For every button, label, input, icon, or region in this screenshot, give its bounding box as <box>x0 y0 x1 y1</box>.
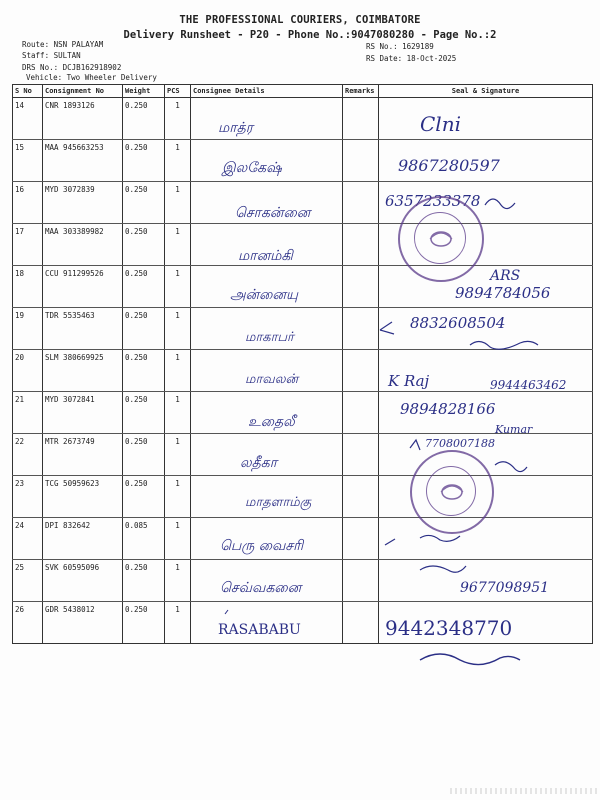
cell-weight: 0.250 <box>123 560 165 602</box>
cell-consignment-no: MYD 3072841 <box>43 392 123 434</box>
cell-consignment-no: MAA 303389982 <box>43 224 123 266</box>
cell-pcs: 1 <box>165 266 191 308</box>
cell-sno: 24 <box>13 518 43 560</box>
cell-consignment-no: SLM 380669925 <box>43 350 123 392</box>
cell-sno: 21 <box>13 392 43 434</box>
cell-pcs: 1 <box>165 518 191 560</box>
cell-sno: 17 <box>13 224 43 266</box>
staff-label: Staff: SULTAN <box>22 51 81 60</box>
table-row <box>13 140 593 182</box>
cell-pcs: 1 <box>165 602 191 644</box>
cell-pcs: 1 <box>165 434 191 476</box>
cell-sno: 14 <box>13 98 43 140</box>
col-pcs-header: PCS <box>165 85 191 98</box>
col-seal-header: Seal & Signature <box>379 85 593 98</box>
cell-pcs: 1 <box>165 98 191 140</box>
cell-remarks <box>343 224 379 266</box>
handwritten-signature: ARS <box>490 268 521 284</box>
handwritten-phone: 9442348770 <box>385 616 513 640</box>
cell-pcs: 1 <box>165 560 191 602</box>
cell-weight: 0.250 <box>123 98 165 140</box>
handwritten-name: மாவலன் <box>245 372 299 387</box>
handwritten-phone: 7708007188 <box>425 437 495 450</box>
cell-sno: 23 <box>13 476 43 518</box>
handwritten-signature: Kumar <box>495 423 533 436</box>
cell-weight: 0.250 <box>123 182 165 224</box>
handwritten-name: சொகன்னை <box>235 205 311 221</box>
handwritten-name: செவ்வகனை <box>220 580 302 596</box>
cell-consignment-no: MAA 945663253 <box>43 140 123 182</box>
runsheet-subtitle: Delivery Runsheet - P20 - Phone No.:9047080280 - Page No.:2 <box>123 29 497 41</box>
col-weight-header: Weight <box>123 85 165 98</box>
cell-weight: 0.250 <box>123 602 165 644</box>
col-consignee-header: Consignee Details <box>191 85 343 98</box>
cell-weight: 0.250 <box>123 434 165 476</box>
cell-seal-signature <box>379 98 593 140</box>
handwritten-phone: 6357233378 <box>385 192 481 210</box>
table-header-row <box>13 85 593 98</box>
document-title: THE PROFESSIONAL COURIERS, COIMBATORE <box>179 14 421 26</box>
rs-number: RS No.: 1629189 <box>366 42 434 51</box>
col-sno-header: S No <box>13 85 43 98</box>
cell-sno: 16 <box>13 182 43 224</box>
cell-pcs: 1 <box>165 392 191 434</box>
cell-remarks <box>343 518 379 560</box>
cell-sno: 22 <box>13 434 43 476</box>
cell-remarks <box>343 266 379 308</box>
cell-consignment-no: MYD 3072839 <box>43 182 123 224</box>
table-row <box>13 224 593 266</box>
cell-consignment-no: TDR 5535463 <box>43 308 123 350</box>
cell-pcs: 1 <box>165 476 191 518</box>
cell-pcs: 1 <box>165 224 191 266</box>
route-label: Route: NSN PALAYAM <box>22 40 104 49</box>
cell-sno: 18 <box>13 266 43 308</box>
company-seal-stamp <box>398 196 484 282</box>
cell-remarks <box>343 392 379 434</box>
cell-remarks <box>343 140 379 182</box>
handwritten-name: RASABABU <box>218 622 301 638</box>
cell-consignment-no: MTR 2673749 <box>43 434 123 476</box>
cell-remarks <box>343 560 379 602</box>
cell-weight: 0.250 <box>123 140 165 182</box>
cell-remarks <box>343 308 379 350</box>
cell-sno: 15 <box>13 140 43 182</box>
company-seal-stamp <box>410 450 494 534</box>
handwritten-name: மானம்கி <box>238 248 293 264</box>
cell-weight: 0.250 <box>123 350 165 392</box>
handwritten-name: மாதளாம்கு <box>245 495 312 510</box>
col-remarks-header: Remarks <box>343 85 379 98</box>
cell-weight: 0.250 <box>123 266 165 308</box>
table-row <box>13 98 593 140</box>
handwritten-phone: 9894828166 <box>400 400 496 418</box>
cell-remarks <box>343 182 379 224</box>
col-consignment-header: Consignment No <box>43 85 123 98</box>
cell-pcs: 1 <box>165 308 191 350</box>
cell-consignment-no: TCG 50959623 <box>43 476 123 518</box>
cell-weight: 0.085 <box>123 518 165 560</box>
cell-remarks <box>343 434 379 476</box>
seal-icon <box>400 198 482 280</box>
handwritten-signature: K Raj <box>388 372 430 390</box>
seal-icon <box>412 452 492 532</box>
cell-weight: 0.250 <box>123 308 165 350</box>
cell-weight: 0.250 <box>123 224 165 266</box>
cell-sno: 26 <box>13 602 43 644</box>
handwritten-name: இலகேஷ் <box>222 160 282 176</box>
cell-remarks <box>343 98 379 140</box>
cell-consignment-no: GDR 5438012 <box>43 602 123 644</box>
handwritten-signature: Clni <box>420 112 461 136</box>
handwritten-phone: 9867280597 <box>398 156 500 175</box>
handwritten-name: அன்னையு <box>230 287 298 303</box>
cell-remarks <box>343 476 379 518</box>
cell-weight: 0.250 <box>123 392 165 434</box>
drs-number: DRS No.: DCJB162918902 <box>22 63 122 72</box>
cell-pcs: 1 <box>165 350 191 392</box>
cell-sno: 20 <box>13 350 43 392</box>
handwritten-phone: 9944463462 <box>490 378 567 392</box>
cell-consignee-details <box>191 98 343 140</box>
cell-pcs: 1 <box>165 140 191 182</box>
handwritten-name: மாகாபர் <box>245 330 294 345</box>
cell-weight: 0.250 <box>123 476 165 518</box>
handwritten-phone: 9677098951 <box>460 580 550 596</box>
cell-consignment-no: CNR 1893126 <box>43 98 123 140</box>
cell-consignment-no: SVK 60595096 <box>43 560 123 602</box>
vehicle-label: Vehicle: Two Wheeler Delivery <box>26 73 157 82</box>
table-row <box>13 434 593 476</box>
cell-remarks <box>343 350 379 392</box>
handwritten-name: பெரு வைசரி <box>220 538 304 554</box>
cell-pcs: 1 <box>165 182 191 224</box>
handwritten-name: மாத்ர <box>218 120 253 136</box>
cell-consignment-no: CCU 911299526 <box>43 266 123 308</box>
table-row <box>13 308 593 350</box>
cell-sno: 25 <box>13 560 43 602</box>
cell-sno: 19 <box>13 308 43 350</box>
handwritten-name: லதீகா <box>240 455 278 471</box>
handwritten-phone: 8832608504 <box>410 314 506 332</box>
delivery-runsheet-table <box>12 84 593 644</box>
cell-remarks <box>343 602 379 644</box>
scan-edge-artifact <box>450 788 600 794</box>
rs-date: RS Date: 18-Oct-2025 <box>366 54 457 63</box>
handwritten-name: உதைலீ <box>248 414 295 430</box>
handwritten-phone: 9894784056 <box>455 284 551 302</box>
cell-consignment-no: DPI 832642 <box>43 518 123 560</box>
